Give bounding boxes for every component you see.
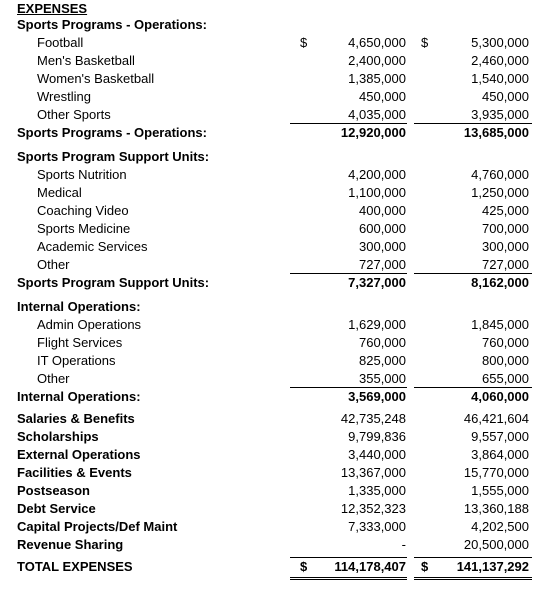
summary-line-label: External Operations (17, 447, 141, 462)
value-col1: 12,352,323 (340, 501, 406, 516)
value-col1: 825,000 (359, 353, 406, 368)
summary-line-row (0, 428, 551, 446)
value-col2: 1,555,000 (471, 483, 529, 498)
value-col2: 3,864,000 (471, 447, 529, 462)
line-item-row (0, 256, 551, 274)
line-item-label: Other (37, 371, 70, 386)
section-title: Sports Program Support Units: (17, 149, 210, 164)
value-col2: 13,360,188 (463, 501, 529, 516)
line-item-label: Wrestling (37, 89, 91, 104)
line-item-label: Academic Services (37, 239, 148, 254)
summary-line-label: Salaries & Benefits (17, 411, 135, 426)
value-col1: 760,000 (359, 335, 406, 350)
summary-line-row (0, 410, 551, 428)
value-col2: 760,000 (482, 335, 529, 350)
grand-total-row (0, 558, 551, 576)
value-col2: 655,000 (482, 371, 529, 386)
line-item-row (0, 34, 551, 52)
line-item-label: Admin Operations (37, 317, 142, 332)
section-title: Sports Programs - Operations: (17, 17, 207, 32)
line-item-label: Medical (37, 185, 82, 200)
line-item-label: Flight Services (37, 335, 123, 350)
summary-line-row (0, 446, 551, 464)
value-col1: 13,367,000 (340, 465, 406, 480)
summary-line-row (0, 500, 551, 518)
section-title-row (0, 16, 551, 34)
value-col2: 3,935,000 (471, 107, 529, 122)
value-col1: 355,000 (359, 371, 406, 386)
line-item-row (0, 370, 551, 388)
section-title-row (0, 148, 551, 166)
line-item-label: IT Operations (37, 353, 116, 368)
line-item-label: Football (37, 35, 84, 50)
line-item-row (0, 220, 551, 238)
line-item-row (0, 184, 551, 202)
currency-symbol: $ (300, 559, 308, 574)
summary-line-row (0, 536, 551, 554)
value-col2: 46,421,604 (463, 411, 529, 426)
section-total-row (0, 388, 551, 406)
value-col1: 3,440,000 (348, 447, 406, 462)
grand-total-label: TOTAL EXPENSES (17, 559, 133, 574)
value-col1: 4,035,000 (348, 107, 406, 122)
value-col1: 42,735,248 (340, 411, 406, 426)
line-item-label: Women's Basketball (37, 71, 155, 86)
section-total-col2: 13,685,000 (463, 125, 529, 140)
section-total-row (0, 124, 551, 142)
value-col2: 800,000 (482, 353, 529, 368)
line-item-row (0, 70, 551, 88)
value-col2: 1,540,000 (471, 71, 529, 86)
grand-total-col2: 141,137,292 (456, 559, 529, 574)
section-total-label: Sports Program Support Units: (17, 275, 210, 290)
section-total-label: Internal Operations: (17, 389, 141, 404)
grand-total-col1: 114,178,407 (334, 559, 406, 574)
value-col2: 5,300,000 (471, 35, 529, 50)
value-col2: 4,760,000 (471, 167, 529, 182)
value-col1: 4,650,000 (348, 35, 406, 50)
value-col1: 1,335,000 (348, 483, 406, 498)
line-item-label: Men's Basketball (37, 53, 135, 68)
section-title: Internal Operations: (17, 299, 141, 314)
value-col1: 1,100,000 (348, 185, 406, 200)
value-col1: 450,000 (359, 89, 406, 104)
summary-line-row (0, 464, 551, 482)
value-col2: 2,460,000 (471, 53, 529, 68)
value-col1: 2,400,000 (348, 53, 406, 68)
value-col1: 7,333,000 (348, 519, 406, 534)
value-col1: 400,000 (359, 203, 406, 218)
section-total-col1: 7,327,000 (348, 275, 406, 290)
summary-line-row (0, 482, 551, 500)
line-item-row (0, 238, 551, 256)
value-col2: 1,250,000 (471, 185, 529, 200)
expenses-header: EXPENSES (17, 1, 88, 16)
section-title-row (0, 298, 551, 316)
value-col2: 15,770,000 (463, 465, 529, 480)
line-item-label: Coaching Video (37, 203, 129, 218)
currency-symbol: $ (421, 559, 429, 574)
line-item-row (0, 334, 551, 352)
value-col2: 450,000 (482, 89, 529, 104)
summary-line-row (0, 518, 551, 536)
summary-line-label: Capital Projects/Def Maint (17, 519, 178, 534)
value-col1: 300,000 (359, 239, 406, 254)
value-col2: 727,000 (482, 257, 529, 272)
value-col1: 4,200,000 (348, 167, 406, 182)
value-col1: 1,385,000 (348, 71, 406, 86)
summary-line-label: Scholarships (17, 429, 99, 444)
double-underline (414, 577, 532, 580)
line-item-row (0, 52, 551, 70)
line-item-label: Sports Nutrition (37, 167, 127, 182)
value-col1: 727,000 (359, 257, 406, 272)
value-col1: - (401, 537, 406, 552)
value-col2: 1,845,000 (471, 317, 529, 332)
line-item-label: Sports Medicine (37, 221, 131, 236)
value-col2: 9,557,000 (471, 429, 529, 444)
value-col1: 600,000 (359, 221, 406, 236)
section-total-row (0, 274, 551, 292)
line-item-label: Other Sports (37, 107, 111, 122)
section-total-col2: 8,162,000 (471, 275, 529, 290)
double-underline (290, 577, 407, 580)
value-col1: 1,629,000 (348, 317, 406, 332)
summary-line-label: Facilities & Events (17, 465, 132, 480)
section-total-col1: 3,569,000 (348, 389, 406, 404)
value-col2: 700,000 (482, 221, 529, 236)
line-item-row (0, 106, 551, 124)
line-item-label: Other (37, 257, 70, 272)
line-item-row (0, 352, 551, 370)
section-total-label: Sports Programs - Operations: (17, 125, 207, 140)
summary-line-label: Debt Service (17, 501, 96, 516)
value-col2: 425,000 (482, 203, 529, 218)
currency-symbol: $ (300, 35, 308, 50)
value-col1: 9,799,836 (348, 429, 406, 444)
line-item-row (0, 166, 551, 184)
section-total-col1: 12,920,000 (340, 125, 406, 140)
value-col2: 300,000 (482, 239, 529, 254)
section-total-col2: 4,060,000 (471, 389, 529, 404)
summary-line-label: Postseason (17, 483, 90, 498)
currency-symbol: $ (421, 35, 429, 50)
line-item-row (0, 202, 551, 220)
summary-line-label: Revenue Sharing (17, 537, 124, 552)
value-col2: 20,500,000 (463, 537, 529, 552)
value-col2: 4,202,500 (471, 519, 529, 534)
line-item-row (0, 316, 551, 334)
line-item-row (0, 88, 551, 106)
